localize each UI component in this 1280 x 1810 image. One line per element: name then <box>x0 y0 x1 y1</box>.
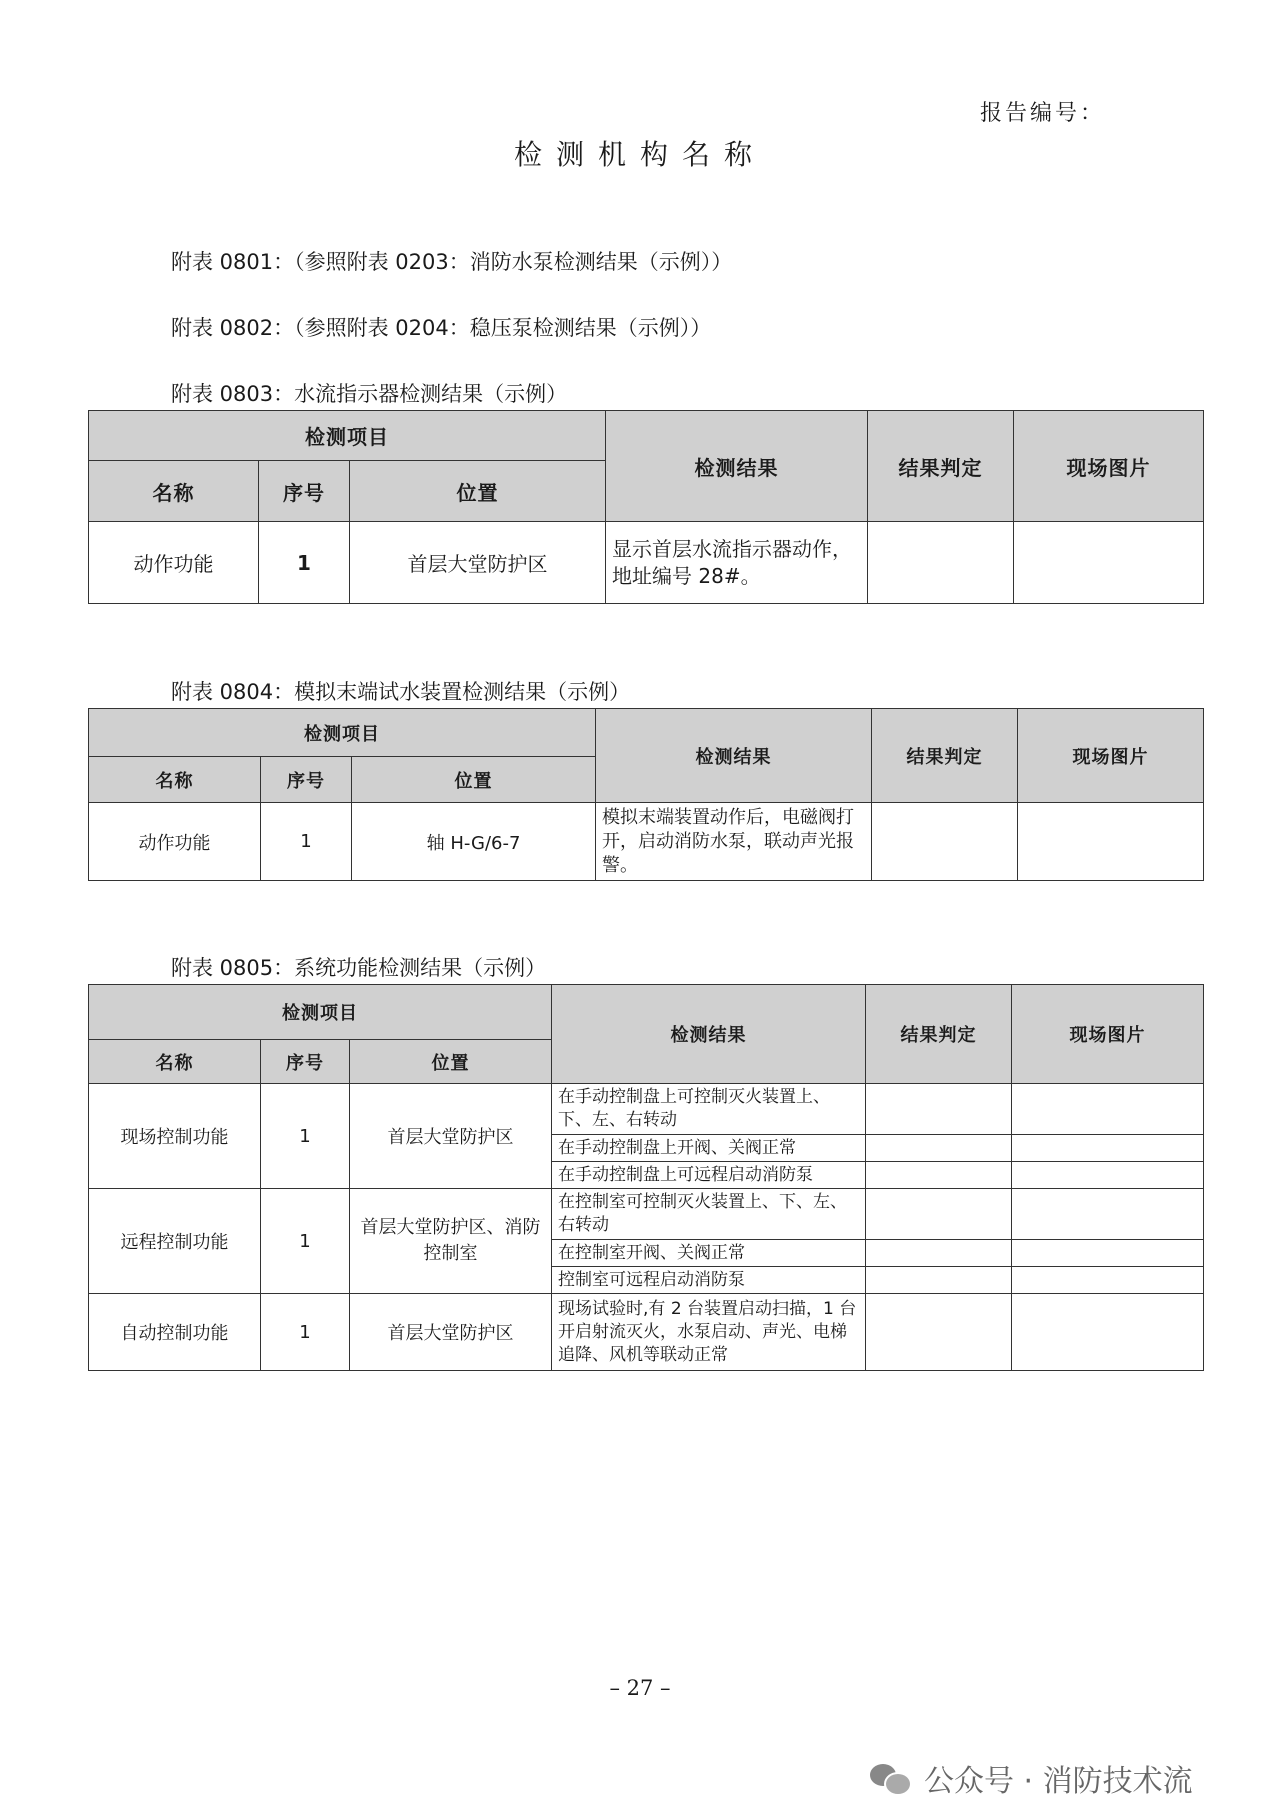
header-name: 名称 <box>89 461 259 522</box>
cell-photo <box>1012 1240 1204 1267</box>
cell-position: 轴 H-G/6-7 <box>352 803 596 881</box>
cell-judgement <box>866 1240 1012 1267</box>
header-judgement: 结果判定 <box>866 985 1012 1084</box>
header-group: 检测项目 <box>89 411 606 461</box>
header-position: 位置 <box>352 757 596 803</box>
cell-photo <box>1012 1135 1204 1162</box>
cell-result: 在控制室开阀、关阀正常 <box>552 1240 866 1267</box>
table-0803 <box>88 410 1204 604</box>
page-title: 检测机构名称 <box>513 138 766 171</box>
header-seq: 序号 <box>259 461 350 522</box>
cell-name: 动作功能 <box>89 803 261 881</box>
cell-judgement <box>872 803 1018 881</box>
table-0805 <box>88 984 1204 1371</box>
cell-photo <box>1012 1189 1204 1240</box>
cell-photo <box>1012 1267 1204 1294</box>
table-caption-0801: 附表 0801：（参照附表 0203：消防水泵检测结果（示例）） <box>171 250 733 274</box>
header-judgement: 结果判定 <box>868 411 1014 522</box>
cell-judgement <box>866 1189 1012 1240</box>
cell-position: 首层大堂防护区、消防控制室 <box>350 1189 552 1294</box>
header-group: 检测项目 <box>89 985 552 1040</box>
cell-name: 现场控制功能 <box>89 1084 261 1189</box>
header-seq: 序号 <box>261 1040 350 1084</box>
cell-name: 远程控制功能 <box>89 1189 261 1294</box>
header-position: 位置 <box>350 1040 552 1084</box>
watermark <box>870 1756 1193 1800</box>
header-position: 位置 <box>350 461 606 522</box>
cell-judgement <box>868 522 1014 604</box>
cell-photo <box>1012 1084 1204 1135</box>
report-number-label: 报告编号： <box>980 101 1106 126</box>
table-row <box>89 1294 1204 1371</box>
header-name: 名称 <box>89 757 261 803</box>
cell-name: 自动控制功能 <box>89 1294 261 1371</box>
page-number: – 27 – <box>609 1676 671 1700</box>
cell-seq: 1 <box>261 1084 350 1189</box>
cell-result: 现场试验时,有 2 台装置启动扫描，1 台开启射流灭火，水泵启动、声光、电梯追降、风机等联动正常 <box>552 1294 866 1371</box>
wechat-icon <box>870 1762 910 1794</box>
cell-seq: 1 <box>261 1294 350 1371</box>
cell-position: 首层大堂防护区 <box>350 522 606 604</box>
cell-seq: 1 <box>261 803 352 881</box>
table-caption-0805: 附表 0805：系统功能检测结果（示例） <box>171 956 547 980</box>
table-caption-0802: 附表 0802：（参照附表 0204：稳压泵检测结果（示例）） <box>171 316 712 340</box>
table-row <box>89 803 1204 881</box>
cell-result: 在控制室可控制灭火装置上、下、左、右转动 <box>552 1189 866 1240</box>
cell-judgement <box>866 1162 1012 1189</box>
table-caption-0804: 附表 0804：模拟末端试水装置检测结果（示例） <box>171 680 631 704</box>
cell-judgement <box>866 1135 1012 1162</box>
cell-photo <box>1012 1162 1204 1189</box>
header-name: 名称 <box>89 1040 261 1084</box>
cell-result: 显示首层水流指示器动作，地址编号 28#。 <box>606 522 868 604</box>
header-judgement: 结果判定 <box>872 709 1018 803</box>
cell-judgement <box>866 1294 1012 1371</box>
cell-name: 动作功能 <box>89 522 259 604</box>
cell-result: 模拟末端装置动作后，电磁阀打开，启动消防水泵，联动声光报警。 <box>596 803 872 881</box>
cell-seq: 1 <box>261 1189 350 1294</box>
cell-result: 在手动控制盘上可远程启动消防泵 <box>552 1162 866 1189</box>
cell-judgement <box>866 1084 1012 1135</box>
header-photo: 现场图片 <box>1014 411 1204 522</box>
header-seq: 序号 <box>261 757 352 803</box>
table-row <box>89 1084 1204 1135</box>
header-group: 检测项目 <box>89 709 596 757</box>
cell-result: 控制室可远程启动消防泵 <box>552 1267 866 1294</box>
table-0804 <box>88 708 1204 881</box>
header-result: 检测结果 <box>552 985 866 1084</box>
cell-photo <box>1018 803 1204 881</box>
header-result: 检测结果 <box>606 411 868 522</box>
cell-judgement <box>866 1267 1012 1294</box>
cell-photo <box>1014 522 1204 604</box>
cell-result: 在手动控制盘上开阀、关阀正常 <box>552 1135 866 1162</box>
cell-photo <box>1012 1294 1204 1371</box>
table-row <box>89 522 1204 604</box>
cell-seq: 1 <box>259 522 350 604</box>
watermark-text: 公众号 · 消防技术流 <box>924 1764 1193 1799</box>
cell-result: 在手动控制盘上可控制灭火装置上、下、左、右转动 <box>552 1084 866 1135</box>
table-caption-0803: 附表 0803：水流指示器检测结果（示例） <box>171 382 568 406</box>
header-photo: 现场图片 <box>1012 985 1204 1084</box>
table-row <box>89 1189 1204 1240</box>
cell-position: 首层大堂防护区 <box>350 1084 552 1189</box>
cell-position: 首层大堂防护区 <box>350 1294 552 1371</box>
header-photo: 现场图片 <box>1018 709 1204 803</box>
header-result: 检测结果 <box>596 709 872 803</box>
